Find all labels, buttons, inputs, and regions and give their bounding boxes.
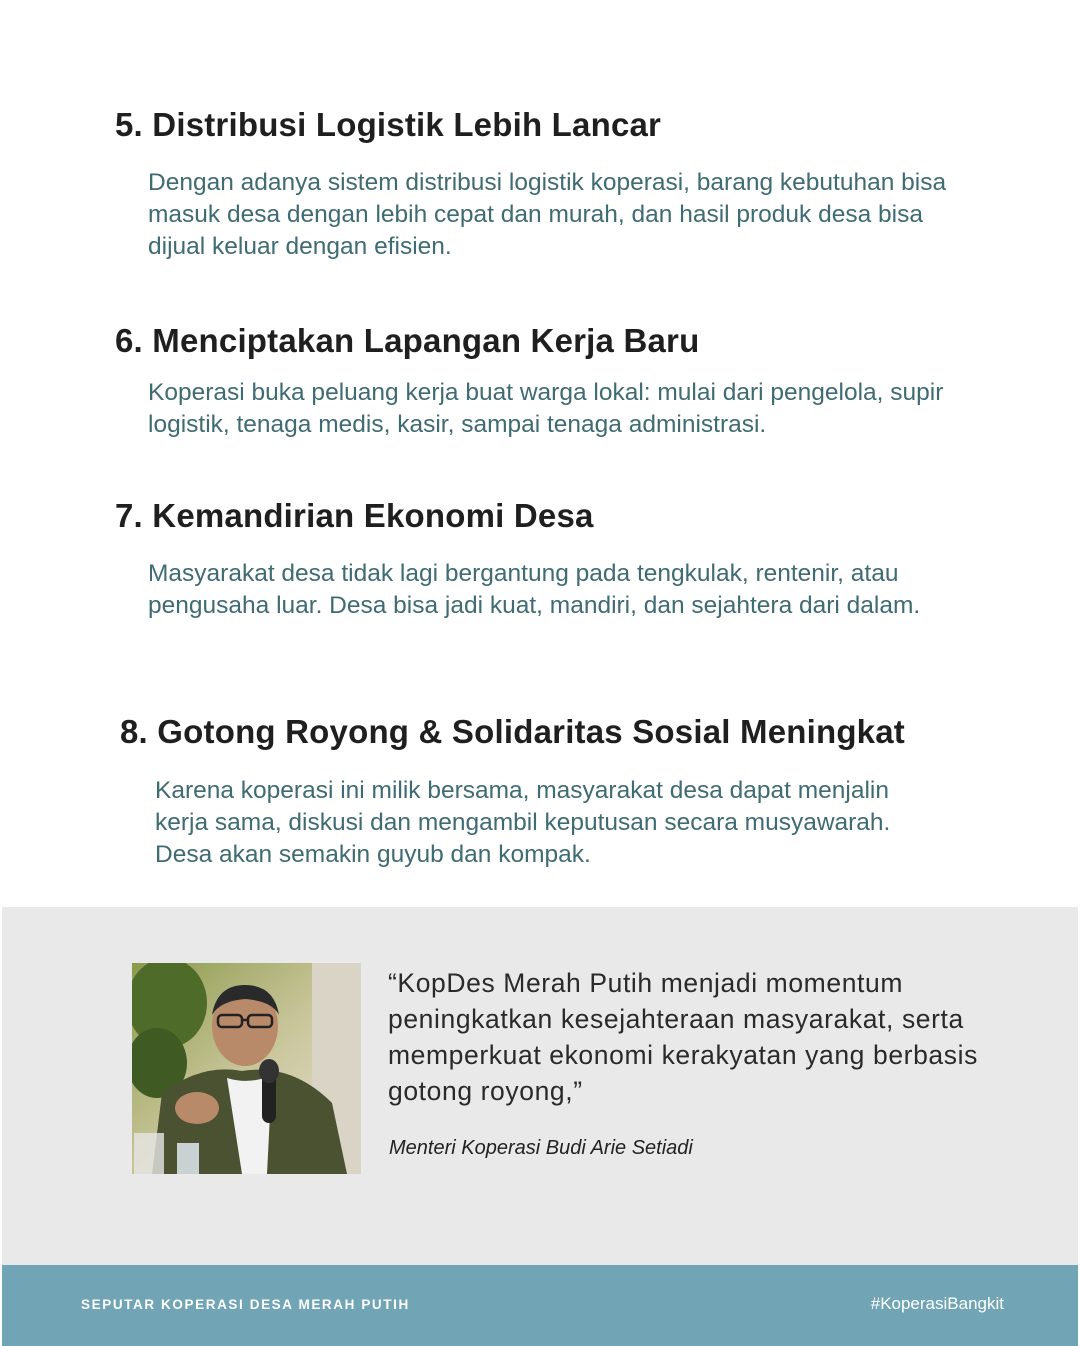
point-heading: 7. Kemandirian Ekonomi Desa [115, 497, 594, 534]
quote-panel [2, 907, 1078, 1265]
minister-photo [132, 963, 361, 1174]
footer-bar [2, 1265, 1078, 1346]
point-body: Karena koperasi ini milik bersama, masyarakat desa dapat menjalin kerja sama, diskusi dan mengambil keputusan secara musyawarah. Desa akan semakin guyub dan kompak. [155, 777, 891, 868]
point-heading: 5. Distribusi Logistik Lebih Lancar [115, 106, 662, 143]
point-body: Masyarakat desa tidak lagi bergantung pada tengkulak, rentenir, atau pengusaha luar. Desa bisa jadi kuat, mandiri, dan sejahtera dari dalam. [148, 560, 921, 619]
quote-text: “KopDes Merah Putih menjadi momentum peningkatkan kesejahteraan masyarakat, serta memperkuat ekonomi kerakyatan yang berbasis gotong royong,” [388, 968, 978, 1106]
quote-author: Menteri Koperasi Budi Arie Setiadi [389, 1137, 693, 1159]
point-body: Koperasi buka peluang kerja buat warga lokal: mulai dari pengelola, supir logistik, tenaga medis, kasir, sampai tenaga administrasi. [148, 379, 944, 438]
point-body: Dengan adanya sistem distribusi logistik koperasi, barang kebutuhan bisa masuk desa dengan lebih cepat dan murah, dan hasil produk desa bisa dijual keluar dengan efisien. [148, 169, 947, 260]
footer-title: SEPUTAR KOPERASI DESA MERAH PUTIH [81, 1297, 410, 1312]
point-heading: 6. Menciptakan Lapangan Kerja Baru [115, 322, 700, 359]
point-heading: 8. Gotong Royong & Solidaritas Sosial Meningkat [120, 713, 905, 750]
footer-hashtag: #KoperasiBangkit [870, 1294, 1004, 1313]
